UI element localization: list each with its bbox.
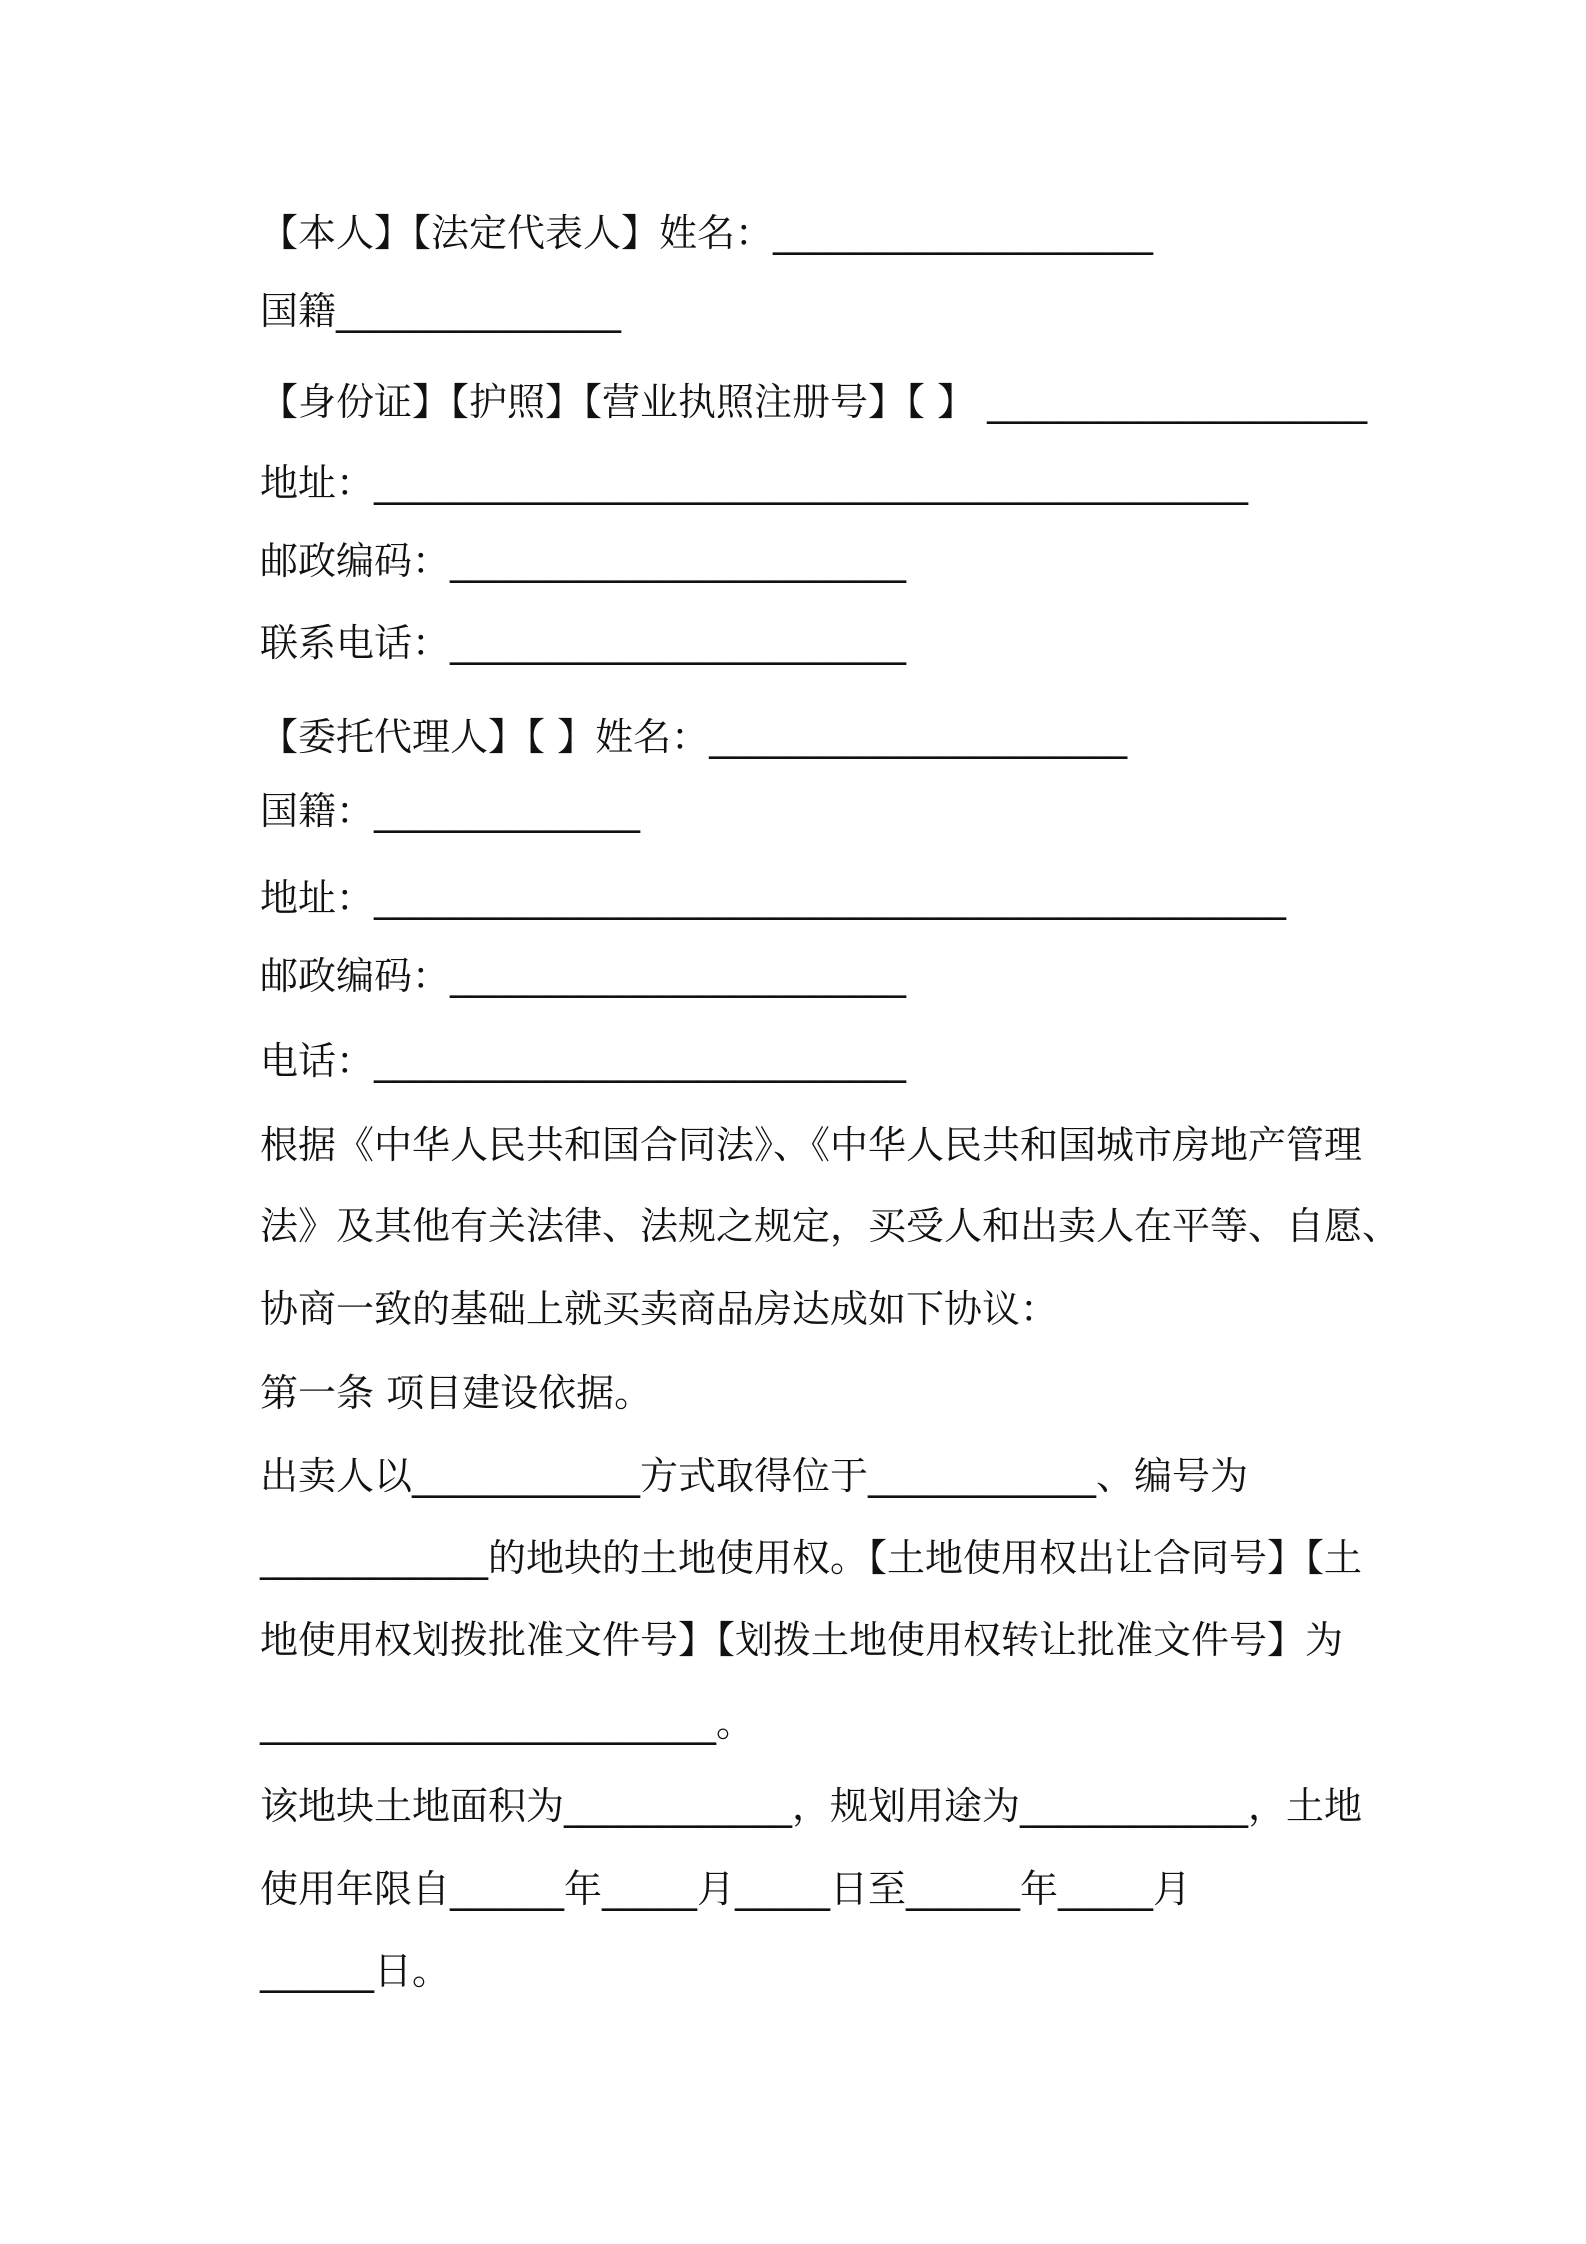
article-1-line-1: 出卖人以____________方式取得位于____________、编号为 [260, 1454, 1249, 1498]
principal-id-line: 【身份证】【护照】【营业执照注册号】【 】 ____________________ [260, 380, 1368, 424]
land-area-line-2: 使用年限自______年_____月_____日至______年_____月 [260, 1867, 1192, 1911]
article-1-line-2: ____________的地块的土地使用权。【土地使用权出让合同号】【土 [260, 1536, 1363, 1580]
land-area-line-3: ______日。 [260, 1949, 451, 1993]
agent-address-line: 地址：________________________________________________ [260, 876, 1287, 920]
article-1-line-3: 地使用权划拨批准文件号】【划拨土地使用权转让批准文件号】为 [260, 1618, 1344, 1662]
preamble-line-3: 协商一致的基础上就买卖商品房达成如下协议： [260, 1287, 1059, 1331]
agent-postcode-line: 邮政编码：________________________ [260, 954, 907, 998]
principal-nationality-line: 国籍_______________ [260, 289, 622, 333]
principal-postcode-line: 邮政编码：________________________ [260, 539, 907, 583]
preamble-line-1: 根据《中华人民共和国合同法》、《中华人民共和国城市房地产管理 [260, 1123, 1363, 1167]
preamble-line-2: 法》及其他有关法律、法规之规定，买受人和出卖人在平等、自愿、 [260, 1204, 1401, 1248]
article-1-line-4: ________________________。 [260, 1701, 755, 1745]
principal-name-line: 【本人】【法定代表人】姓名：____________________ [260, 211, 1154, 255]
agent-phone-line: 电话：____________________________ [260, 1039, 907, 1083]
principal-address-line: 地址：______________________________________________ [260, 461, 1249, 505]
article-1-heading: 第一条 项目建设依据。 [260, 1371, 653, 1415]
agent-name-line: 【委托代理人】【 】姓名：______________________ [260, 715, 1128, 759]
agent-nationality-line: 国籍：______________ [260, 789, 641, 833]
land-area-line-1: 该地块土地面积为____________，规划用途为____________，土地 [260, 1784, 1363, 1828]
principal-phone-line: 联系电话：________________________ [260, 621, 907, 665]
